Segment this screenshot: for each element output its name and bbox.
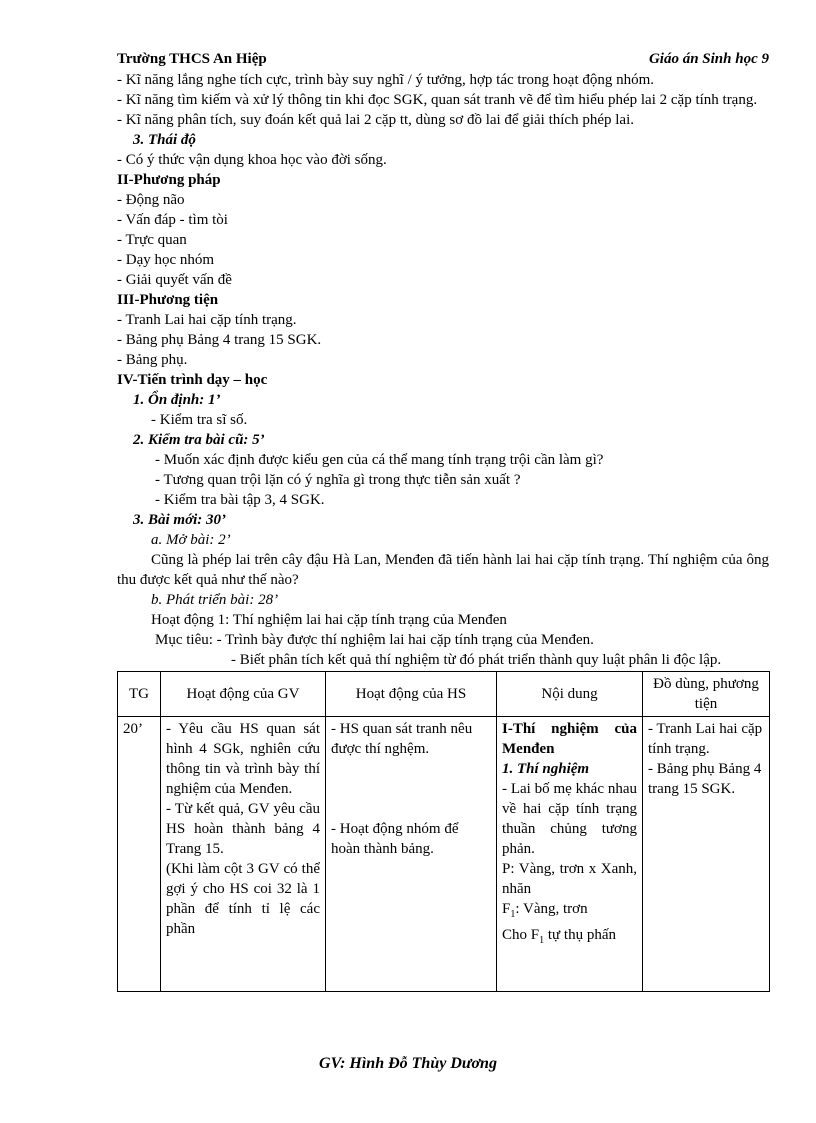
means-item: - Bảng phụ Bảng 4 trang 15 SGK. bbox=[117, 332, 322, 348]
selfing-prefix: Cho bbox=[502, 927, 528, 943]
review-item: - Muốn xác định được kiểu gen của cá thể mang tính trạng trội cần làm gì? bbox=[155, 452, 604, 468]
review-heading: 2. Kiểm tra bài cũ: 5’ bbox=[133, 432, 265, 448]
method-item: - Động não bbox=[117, 192, 185, 208]
column-header: Đồ dùng, phương tiện bbox=[643, 672, 770, 717]
column-header: Hoạt động của HS bbox=[326, 672, 497, 717]
table-header-row bbox=[118, 672, 770, 717]
teacher-activity-line: (Khi làm cột 3 GV có thể gợi ý cho HS coi 32 là 1 phần để tính tỉ lệ các phần bbox=[166, 861, 320, 937]
goal-line: - Biết phân tích kết quả thí nghiệm từ đó phát triển thành quy luật phân li độc lập. bbox=[231, 652, 722, 668]
development-heading: b. Phát triển bài: 28’ bbox=[151, 592, 279, 608]
means-heading: III-Phương tiện bbox=[117, 292, 219, 308]
lesson-table bbox=[117, 671, 770, 992]
content-title: I-Thí nghiệm của Menđen bbox=[502, 721, 637, 757]
f1-label: F bbox=[530, 927, 540, 943]
teacher-activity-line: - Yêu cầu HS quan sát hình 4 SGk, nghiên cứu thông tin và trình bày thí nghiệm của Menđen. bbox=[166, 721, 320, 797]
activity-title: Hoạt động 1: Thí nghiệm lai hai cặp tính trạng của Menđen bbox=[151, 612, 507, 628]
school-name: Trường THCS An Hiệp bbox=[117, 51, 267, 67]
table-row bbox=[118, 717, 770, 992]
document-page bbox=[117, 48, 769, 992]
student-activity-line: - HS quan sát tranh nêu được thí nghệm. bbox=[331, 721, 473, 757]
selfing-line bbox=[502, 925, 637, 951]
tool-line: - Bảng phụ Bảng 4 trang 15 SGK. bbox=[648, 761, 762, 797]
f1-label: F bbox=[502, 901, 511, 917]
stability-heading: 1. Ổn định: 1’ bbox=[133, 392, 221, 408]
teacher-activity-line: - Từ kết quả, GV yêu cầu HS hoàn thành bảng 4 Trang 15. bbox=[166, 801, 320, 857]
f1-text: : Vàng, trơn bbox=[515, 901, 588, 917]
process-heading: IV-Tiến trình dạy – học bbox=[117, 372, 268, 388]
methods-heading: II-Phương pháp bbox=[117, 172, 221, 188]
f1-subscript: 1 bbox=[510, 909, 516, 920]
column-header: TG bbox=[118, 672, 161, 717]
f1-line bbox=[502, 899, 637, 925]
method-item: - Dạy học nhóm bbox=[117, 252, 215, 268]
page-header bbox=[117, 48, 769, 70]
content-cell bbox=[497, 717, 643, 992]
stability-item: - Kiểm tra sĩ số. bbox=[151, 412, 248, 428]
method-item: - Giải quyết vấn đề bbox=[117, 272, 232, 288]
teacher-activity-cell bbox=[161, 717, 326, 992]
time-cell: 20’ bbox=[118, 717, 161, 992]
review-item: - Kiểm tra bài tập 3, 4 SGK. bbox=[155, 492, 325, 508]
intro-heading: a. Mở bài: 2’ bbox=[151, 532, 231, 548]
skill-line: - Kĩ năng lắng nghe tích cực, trình bày suy nghĩ / ý tưởng, hợp tác trong hoạt động nhóm. bbox=[117, 72, 655, 88]
intro-text: Cũng là phép lai trên cây đậu Hà Lan, Menđen đã tiến hành lai hai cặp tính trạng. Thí nghiệm của ông thu được kết quả như thế nào? bbox=[117, 552, 769, 588]
student-activity-line: - Hoạt động nhóm để hoàn thành bảng. bbox=[331, 821, 459, 857]
column-header: Hoạt động của GV bbox=[161, 672, 326, 717]
tools-cell bbox=[643, 717, 770, 992]
selfing-text: tự thụ phấn bbox=[544, 927, 616, 943]
f1-subscript: 1 bbox=[539, 935, 545, 946]
means-item: - Tranh Lai hai cặp tính trạng. bbox=[117, 312, 297, 328]
new-lesson-heading: 3. Bài mới: 30’ bbox=[133, 512, 227, 528]
goal-line: Mục tiêu: - Trình bày được thí nghiệm lai hai cặp tính trạng của Menđen. bbox=[155, 632, 594, 648]
attitude-item: - Có ý thức vận dụng khoa học vào đời sống. bbox=[117, 152, 387, 168]
skill-line: - Kĩ năng phân tích, suy đoán kết quả lai 2 cặp tt, dùng sơ đồ lai để giải thích phép lai. bbox=[117, 112, 634, 128]
column-header: Nội dung bbox=[497, 672, 643, 717]
review-item: - Tương quan trội lặn có ý nghĩa gì trong thực tiễn sản xuất ? bbox=[155, 472, 521, 488]
means-item: - Bảng phụ. bbox=[117, 352, 188, 368]
subject-title: Giáo án Sinh học 9 bbox=[648, 51, 769, 67]
skill-line: - Kĩ năng tìm kiếm và xử lý thông tin khi đọc SGK, quan sát tranh vẽ để tìm hiểu phép lai 2 cặp tính trạng. bbox=[117, 92, 758, 108]
content-subtitle: 1. Thí nghiệm bbox=[502, 761, 590, 777]
content-line: P: Vàng, trơn x Xanh, nhăn bbox=[502, 861, 637, 897]
content-line: - Lai bố mẹ khác nhau về hai cặp tính trạng thuần chủng tương phản. bbox=[502, 781, 637, 857]
page-footer: GV: Hình Đỗ Thùy Dương bbox=[319, 1055, 497, 1072]
method-item: - Trực quan bbox=[117, 232, 187, 248]
student-activity-cell bbox=[326, 717, 497, 992]
attitude-heading: 3. Thái độ bbox=[133, 132, 196, 148]
method-item: - Vấn đáp - tìm tòi bbox=[117, 212, 228, 228]
tool-line: - Tranh Lai hai cặp tính trạng. bbox=[648, 721, 763, 757]
